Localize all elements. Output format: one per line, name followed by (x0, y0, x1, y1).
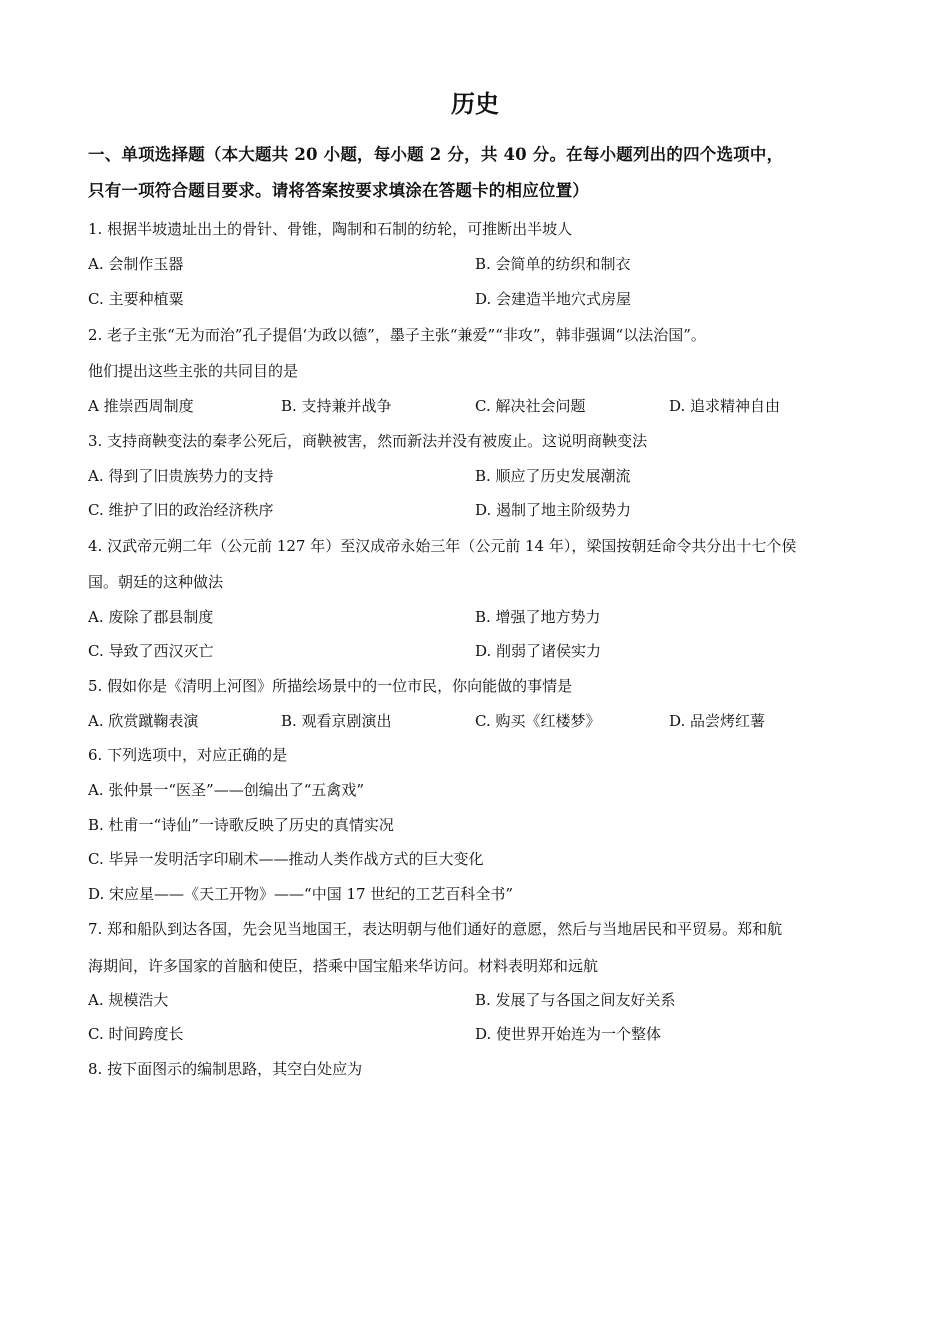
option-c: C. 购买《红楼梦》 (475, 712, 601, 730)
question-6-stem: 6. 下列选项中，对应正确的是 (88, 746, 288, 764)
question-4-stem-line-2: 国。朝廷的这种做法 (88, 573, 224, 591)
section-heading-line-1: 一、单项选择题（本大题共 20 小题，每小题 2 分，共 40 分。在每小题列出的四个选项中， (88, 145, 784, 164)
question-6-option-a: A. 张仲景一“医圣”——创编出了“五禽戏” (88, 781, 365, 799)
option-a: A. 废除了郡县制度 (88, 608, 214, 626)
question-6-option-d: D. 宋应星——《天工开物》——“中国 17 世纪的工艺百科全书” (88, 885, 513, 903)
option-d: D. 追求精神自由 (669, 397, 781, 415)
question-6-option-b: B. 杜甫一“诗仙”一诗歌反映了历史的真情实况 (88, 816, 394, 834)
question-3-stem: 3. 支持商鞅变法的秦孝公死后，商鞅被害，然而新法并没有被废止。这说明商鞅变法 (88, 432, 648, 450)
option-d: D. 使世界开始连为一个整体 (475, 1025, 662, 1043)
option-a: A. 会制作玉器 (88, 255, 184, 273)
option-c: C. 主要种植粟 (88, 290, 184, 308)
option-c: C. 时间跨度长 (88, 1025, 184, 1043)
option-a: A. 得到了旧贵族势力的支持 (88, 467, 274, 485)
option-b: B. 支持兼并战争 (281, 397, 392, 415)
question-2-stem-line-1: 2. 老子主张“无为而治”孔子提倡‘为政以德”，墨子主张“兼爱”“非攻”，韩非强调“以法治国”。 (88, 326, 706, 344)
question-4-stem-line-1: 4. 汉武帝元朔二年（公元前 127 年）至汉成帝永始三年（公元前 14 年），梁国按朝廷命令共分出十七个侯 (88, 537, 797, 555)
option-a: A 推崇西周制度 (88, 397, 194, 415)
option-a: A. 欣赏蹴鞠表演 (88, 712, 199, 730)
option-b: B. 会简单的纺织和制衣 (475, 255, 631, 273)
option-b: B. 发展了与各国之间友好关系 (475, 991, 676, 1009)
question-6-option-c: C. 毕异一发明活字印刷术——推动人类作战方式的巨大变化 (88, 850, 484, 868)
option-a: A. 规模浩大 (88, 991, 169, 1009)
option-c: C. 导致了西汉灭亡 (88, 642, 214, 660)
option-d: D. 会建造半地穴式房屋 (475, 290, 632, 308)
option-d: D. 遏制了地主阶级势力 (475, 501, 632, 519)
page-title: 历史 (451, 89, 499, 118)
question-7-stem-line-2: 海期间，许多国家的首脑和使臣，搭乘中国宝船来华访问。材料表明郑和远航 (88, 957, 599, 975)
option-b: B. 观看京剧演出 (281, 712, 392, 730)
question-7-stem-line-1: 7. 郑和船队到达各国，先会见当地国王，表达明朝与他们通好的意愿，然后与当地居民和平贸易。郑和航 (88, 920, 783, 938)
question-5-stem: 5. 假如你是《清明上河图》所描绘场景中的一位市民，你向能做的事情是 (88, 677, 573, 695)
option-d: D. 削弱了诸侯实力 (475, 642, 602, 660)
option-b: B. 顺应了历史发展潮流 (475, 467, 631, 485)
option-c: C. 解决社会问题 (475, 397, 586, 415)
option-d: D. 品尝烤红薯 (669, 712, 766, 730)
option-b: B. 增强了地方势力 (475, 608, 601, 626)
option-c: C. 维护了旧的政治经济秩序 (88, 501, 274, 519)
question-2-stem-line-2: 他们提出这些主张的共同目的是 (88, 362, 299, 380)
question-1-stem: 1. 根据半坡遗址出土的骨针、骨锥，陶制和石制的纺轮，可推断出半坡人 (88, 220, 573, 238)
section-heading-line-2: 只有一项符合题目要求。请将答案按要求填涂在答题卡的相应位置） (88, 181, 589, 200)
question-8-stem: 8. 按下面图示的编制思路，其空白处应为 (88, 1060, 363, 1078)
